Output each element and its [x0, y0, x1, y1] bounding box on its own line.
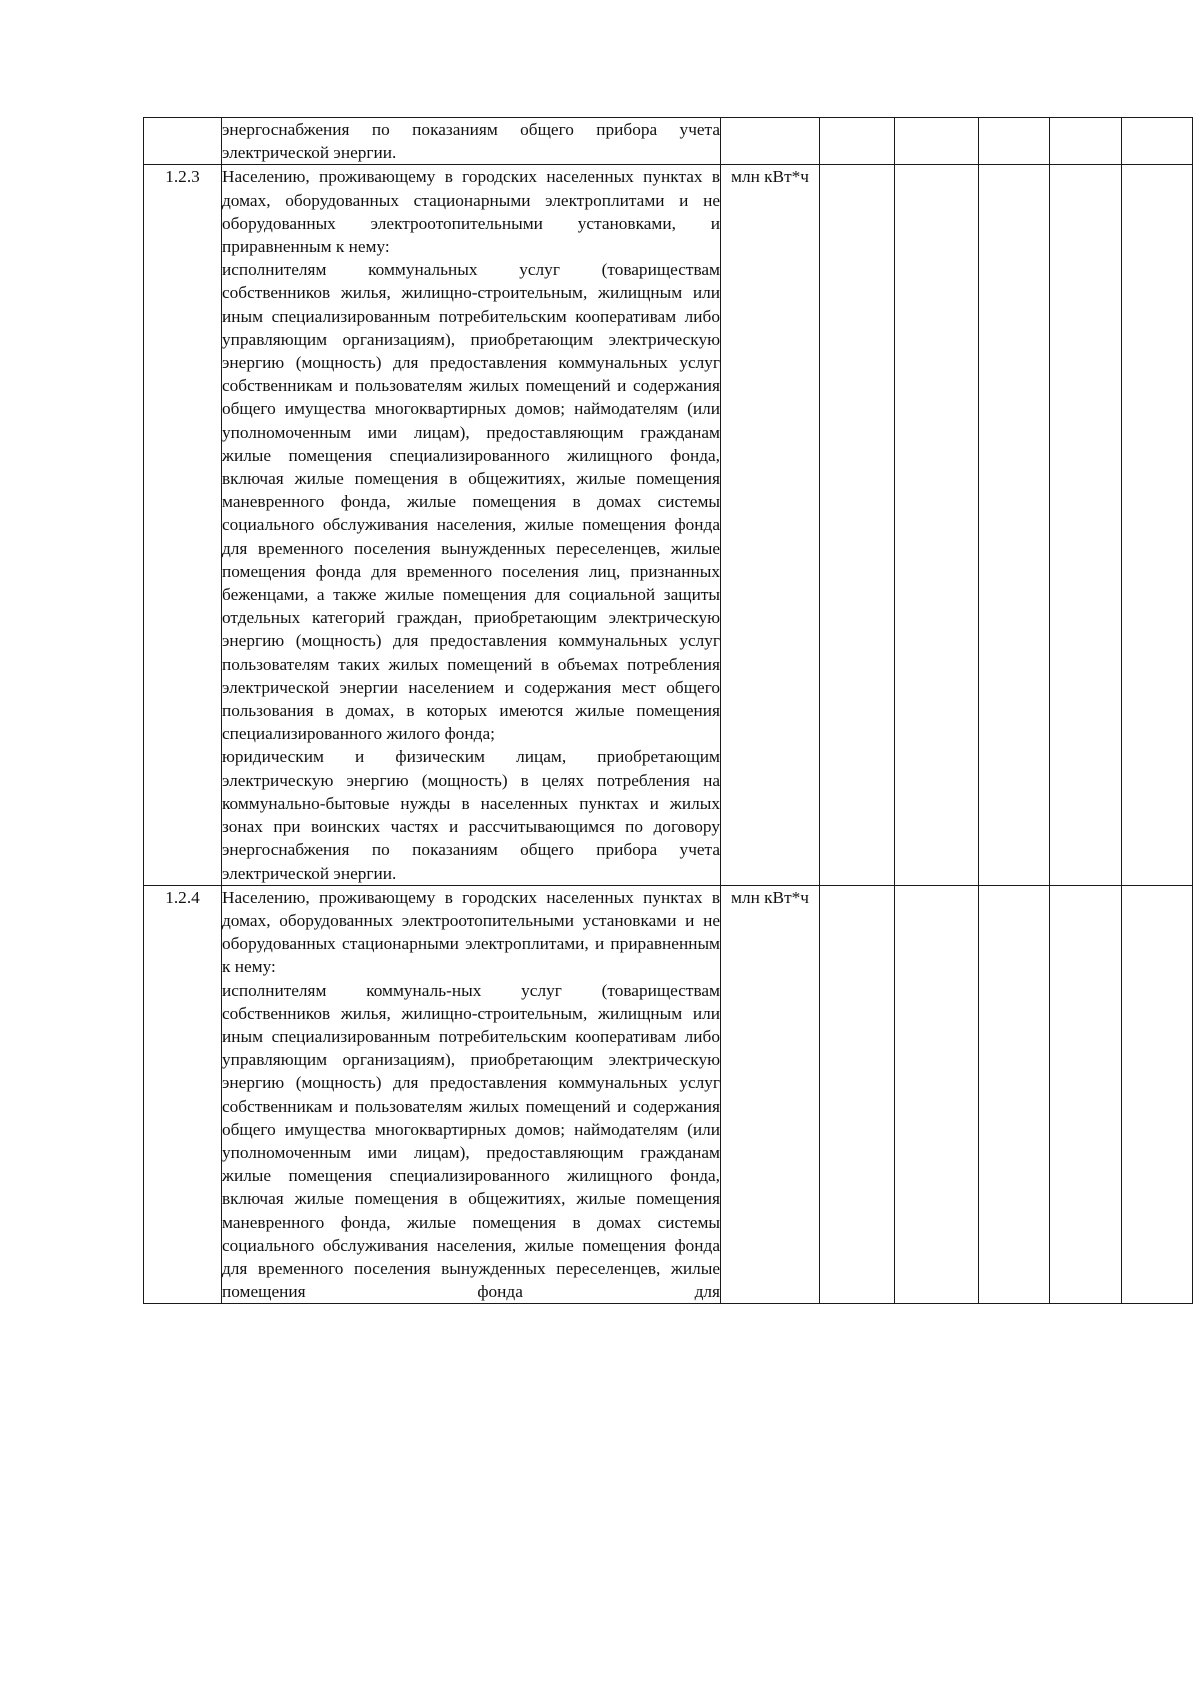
description-paragraph: Населению, проживающему в городских населенных пунктах в домах, оборудованных электроотопительными установками и не оборудованных стационарными электроплитами, и приравненным к нему: [222, 887, 720, 977]
value-cell [1122, 885, 1193, 1304]
value-cell [1122, 118, 1193, 165]
row-description-cell [222, 885, 721, 1304]
value-cell [1050, 118, 1122, 165]
value-cell [1050, 165, 1122, 885]
document-page [143, 117, 1192, 1304]
row-unit-cell: млн кВт*ч [721, 885, 820, 1304]
value-cell [820, 885, 895, 1304]
value-cell [1122, 165, 1193, 885]
row-number-cell [144, 118, 222, 165]
value-cell [979, 885, 1050, 1304]
value-cell [895, 165, 979, 885]
value-cell [1050, 885, 1122, 1304]
row-description-cell [222, 118, 721, 165]
row-number-cell: 1.2.3 [144, 165, 222, 885]
description-paragraph: юридическим и физическим лицам, приобретающим электрическую энергию (мощность) в целях потребления на коммунально-бытовые нужды в населенных пунктах и жилых зонах при воинских частях и рассчитывающимся по договору энергоснабжения по показаниям общего прибора учета электрической энергии. [222, 747, 720, 883]
description-paragraph: исполнителям коммунальных услуг (товариществам собственников жилья, жилищно-строительным, жилищным или иным специализированным потребительским кооперативам либо управляющим организациям), приобретающим электрическую энергию (мощность) для предоставления коммунальных услуг собственникам и пользователям жилых помещений и содержания общего имущества многоквартирных домов; наймодателям (или уполномоченным ими лицам), предоставляющим гражданам жилые помещения специализированного жилищного фонда, включая жилые помещения в общежитиях, жилые помещения маневренного фонда, жилые помещения в домах системы социального обслуживания населения, жилые помещения фонда для временного поселения вынужденных переселенцев, жилые помещения фонда для временного поселения лиц, признанных беженцами, а также жилые помещения для социальной защиты отдельных категорий граждан, приобретающим электрическую энергию (мощность) для предоставления коммунальных услуг пользователям таких жилых помещений в объемах потребления электрической энергии населением и содержания мест общего пользования в домах, в которых имеются жилые помещения специализированного жилого фонда; [222, 260, 720, 744]
indicator-table [143, 117, 1193, 1304]
description-paragraph: энергоснабжения по показаниям общего прибора учета электрической энергии. [222, 120, 720, 163]
row-description-cell [222, 165, 721, 885]
value-cell [979, 118, 1050, 165]
value-cell [895, 118, 979, 165]
row-number-cell: 1.2.4 [144, 885, 222, 1304]
value-cell [820, 118, 895, 165]
value-cell [979, 165, 1050, 885]
value-cell [895, 885, 979, 1304]
description-paragraph: Населению, проживающему в городских населенных пунктах в домах, оборудованных стационарными электроплитами и не оборудованных электроотопительными установками, и приравненным к нему: [222, 167, 720, 257]
value-cell [820, 165, 895, 885]
row-unit-cell [721, 118, 820, 165]
table-row [144, 885, 1193, 1304]
row-unit-cell: млн кВт*ч [721, 165, 820, 885]
table-row [144, 165, 1193, 885]
table-row [144, 118, 1193, 165]
description-paragraph: исполнителям коммуналь-ных услуг (товариществам собственников жилья, жилищно-строительным, жилищным или иным специализированным потребительским кооперативам либо управляющим организациям), приобретающим электрическую энергию (мощность) для предоставления коммунальных услуг собственникам и пользователям жилых помещений и содержания общего имущества многоквартирных домов; наймодателям (или уполномоченным ими лицам), предоставляющим гражданам жилые помещения специализированного жилищного фонда, включая жилые помещения в общежитиях, жилые помещения маневренного фонда, жилые помещения в домах системы социального обслуживания населения, жилые помещения фонда для временного поселения вынужденных переселенцев, жилые помещения фонда для [222, 980, 720, 1302]
